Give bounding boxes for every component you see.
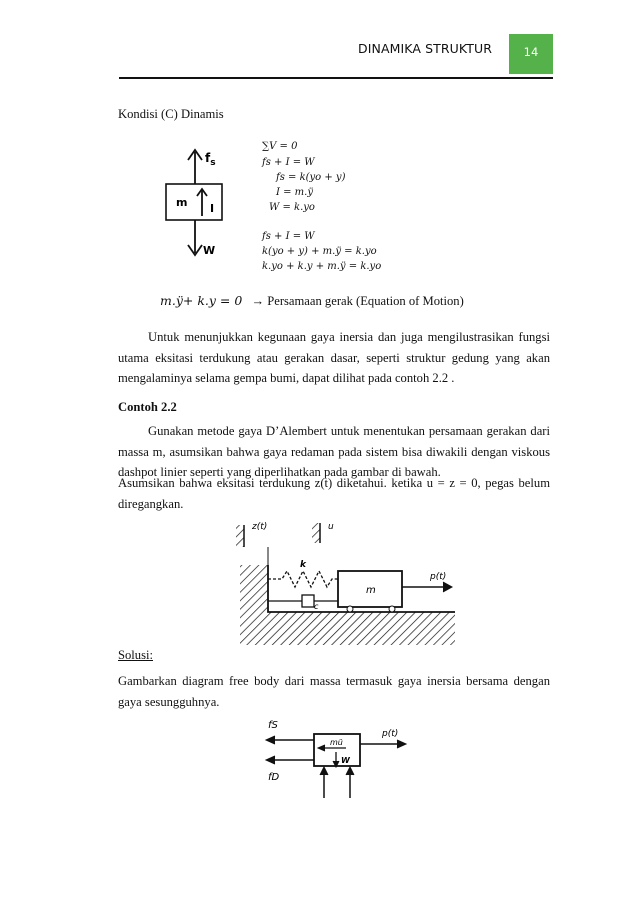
spring-label: k <box>300 560 306 570</box>
u-label: u <box>328 522 334 532</box>
paragraph-1: Untuk menunjukkan kegunaan gaya inersia dan juga mengilustrasikan fungsi utama eksitasi terdukung atau gerakan dasar, seperti struktur gedung yang akan mengalaminya selama gempa bumi, dapat dilihat pada contoh 2.2 . <box>118 330 550 385</box>
eq2-simplified: k.yo + k.y + m.ÿ = k.yo <box>262 261 382 272</box>
paragraph-2: Gunakan metode gaya D’Alembert untuk menentukan persamaan gerakan dari massa m, asumsikan bahwa gaya redaman pada sistem bisa diwakili dengan viskous dashpot linier seperti yang diperlihatkan pada gambar di bawah. <box>118 424 550 479</box>
fbd1-mass-label: m <box>176 196 188 209</box>
eq2-fs-i-w: fs + I = W <box>262 231 315 242</box>
z-support <box>236 525 244 547</box>
eom-arrow: → <box>251 294 265 308</box>
p-label: p(t) <box>382 729 399 739</box>
z-label: z(t) <box>252 522 268 532</box>
eq-weight: W = k.yo <box>269 202 315 213</box>
page-number: 14 <box>523 45 539 59</box>
figure-support-excitation <box>230 517 470 657</box>
eq2-expanded: k(yo + y) + m.ÿ = k.yo <box>262 246 377 257</box>
paragraph-3: Asumsikan bahwa eksitasi terdukung z(t) diketahui. ketika u = z = 0, pegas belum diregangkan. <box>118 476 550 511</box>
example-title: Contoh 2.2 <box>118 400 177 414</box>
fs-label-2: fS <box>268 720 278 731</box>
header-title: DINAMIKA STRUKTUR <box>358 41 492 56</box>
fbd-diagram-1 <box>160 138 250 263</box>
eom-text: Persamaan gerak (Equation of Motion) <box>267 294 464 308</box>
paragraph-4: Gambarkan diagram free body dari massa termasuk gaya inersia bersama dengan gaya sesungguhnya. <box>118 674 550 709</box>
fbd1-inertia-label: I <box>210 202 215 215</box>
u-support <box>312 523 320 543</box>
spring <box>268 571 338 587</box>
damper-label: c <box>314 602 319 611</box>
section-title: Kondisi (C) Dinamis <box>118 107 224 121</box>
eq-inertia: I = m.ÿ <box>276 187 313 198</box>
weight-label-2: W <box>341 756 350 765</box>
mass-label: m <box>366 585 376 596</box>
eq-fs-i-w: fs + I = W <box>262 157 315 168</box>
page-number-badge <box>509 34 553 74</box>
fd-label: fD <box>268 772 280 783</box>
eq-fs: fs = k(yo + y) <box>276 172 346 183</box>
fbd1-fs-label: $f_s$ <box>205 151 216 168</box>
force-label: p(t) <box>430 572 447 582</box>
figure-free-body-2 <box>262 712 412 800</box>
solution-title: Solusi: <box>118 648 153 662</box>
header-rule <box>119 77 553 79</box>
fbd1-w-label: W <box>203 244 216 257</box>
inertia-label-2: mü <box>330 738 343 747</box>
eom-formula: m.ÿ+ k.y = 0 <box>160 293 243 308</box>
eq-sum-v: ∑V = 0 <box>262 141 298 152</box>
equation-of-motion <box>160 294 464 309</box>
